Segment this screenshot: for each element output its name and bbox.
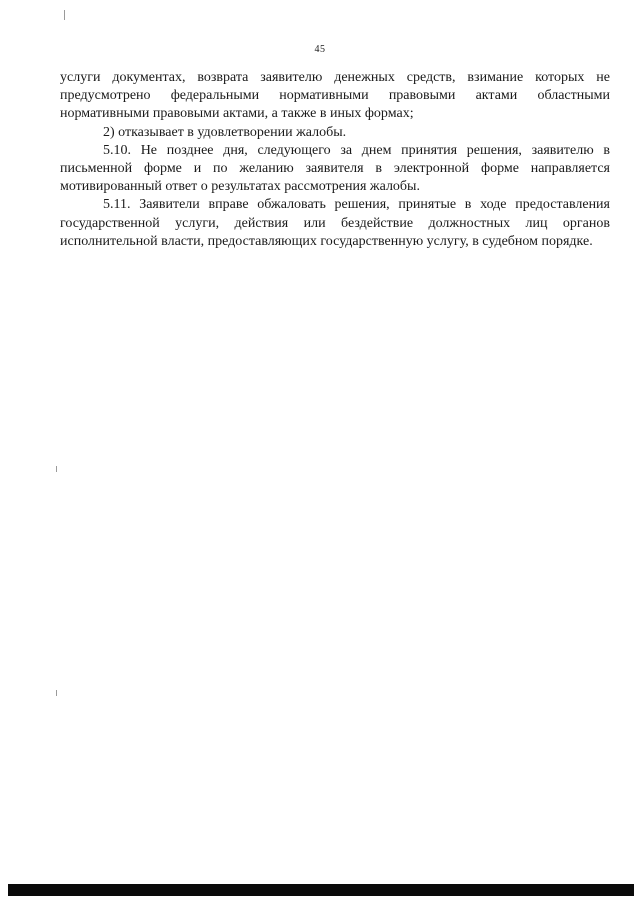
scan-speck — [56, 690, 57, 696]
paragraph-5-11: 5.11. Заявители вправе обжаловать решения, принятые в ходе предоставления государственной услуги, действия или бездействие должностных лиц органов исполнительной власти, предоставляющих государственную услугу, в судебном порядке. — [60, 197, 610, 249]
page-number: 45 — [314, 44, 326, 55]
scan-speck — [64, 10, 65, 20]
scan-edge-bar — [8, 884, 634, 896]
paragraph-continuation: услуги документах, возврата заявителю денежных средств, взимание которых не предусмотрено федеральными нормативными правовыми актами областными нормативными правовыми актами, а также в иных формах; — [60, 70, 610, 122]
paragraph-5-10: 5.10. Не позднее дня, следующего за днем принятия решения, заявителю в письменной форме и по желанию заявителя в электронной форме направляется мотивированный ответ о результатах рассмотрения жалобы. — [60, 142, 610, 195]
document-body — [60, 69, 610, 251]
paragraph-item-2: 2) отказывает в удовлетворении жалобы. — [103, 124, 347, 140]
scan-speck — [56, 466, 57, 472]
